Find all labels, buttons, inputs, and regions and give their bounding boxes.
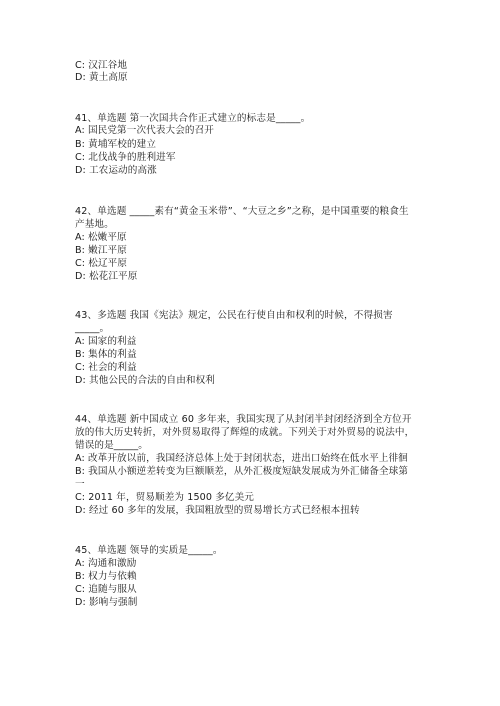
option-d: D: 松花江平原 (75, 271, 138, 282)
option-c: C: 汉江谷地 (75, 60, 128, 71)
option-d: D: 影响与强制 (75, 597, 138, 608)
option-a: A: 松嫩平原 (75, 232, 127, 243)
option-c: C: 北伐战争的胜利进军 (75, 152, 176, 163)
question-stem-continued: _____。 (75, 323, 110, 334)
option-d: D: 黄土高原 (75, 72, 128, 83)
question-stem: 41、单选题 第一次国共合作正式建立的标志是_____。 (75, 113, 311, 124)
question-stem: 42、单选题 _____素有“黄金玉米带”、“大豆之乡”之称，是中国重要的粮食生 (75, 206, 409, 217)
question-stem-continued: 错误的是_____。 (75, 440, 148, 451)
question-stem: 45、单选题 领导的实质是_____。 (75, 545, 223, 556)
option-a: A: 国民党第一次代表大会的召开 (75, 125, 214, 136)
question-stem: 44、单选题 新中国成立 60 多年来，我国实现了从封闭半封闭经济到全方位开 (75, 414, 412, 425)
option-b: B: 权力与依赖 (75, 571, 137, 582)
option-b-continued: 一 (75, 479, 85, 490)
question-stem-continued: 放的伟大历史转折，对外贸易取得了辉煌的成就。下列关于对外贸易的说法中， (75, 427, 415, 438)
option-b: B: 我国从小额逆差转变为巨额顺差，从外汇极度短缺发展成为外汇储备全球第 (75, 466, 409, 477)
option-b: B: 集体的利益 (75, 349, 137, 360)
option-d: D: 工农运动的高涨 (75, 165, 157, 176)
question-stem-continued: 产基地。 (75, 219, 114, 230)
option-a: A: 沟通和激励 (75, 558, 137, 569)
option-b: B: 嫩江平原 (75, 245, 127, 256)
question-stem: 43、多选题 我国《宪法》规定，公民在行使自由和权利的时候，不得损害 (75, 310, 393, 321)
option-c: C: 松辽平原 (75, 258, 128, 269)
option-a: A: 改革开放以前，我国经济总体上处于封闭状态，进出口始终在低水平上徘徊 (75, 453, 408, 464)
option-c: C: 追随与服从 (75, 584, 137, 595)
option-b: B: 黄埔军校的建立 (75, 139, 157, 150)
option-c: C: 社会的利益 (75, 362, 137, 373)
option-d: D: 其他公民的合法的自由和权利 (75, 375, 215, 386)
option-a: A: 国家的利益 (75, 336, 137, 347)
option-c: C: 2011 年，贸易顺差为 1500 多亿美元 (75, 492, 254, 503)
option-d: D: 经过 60 多年的发展，我国粗放型的贸易增长方式已经根本扭转 (75, 505, 360, 516)
